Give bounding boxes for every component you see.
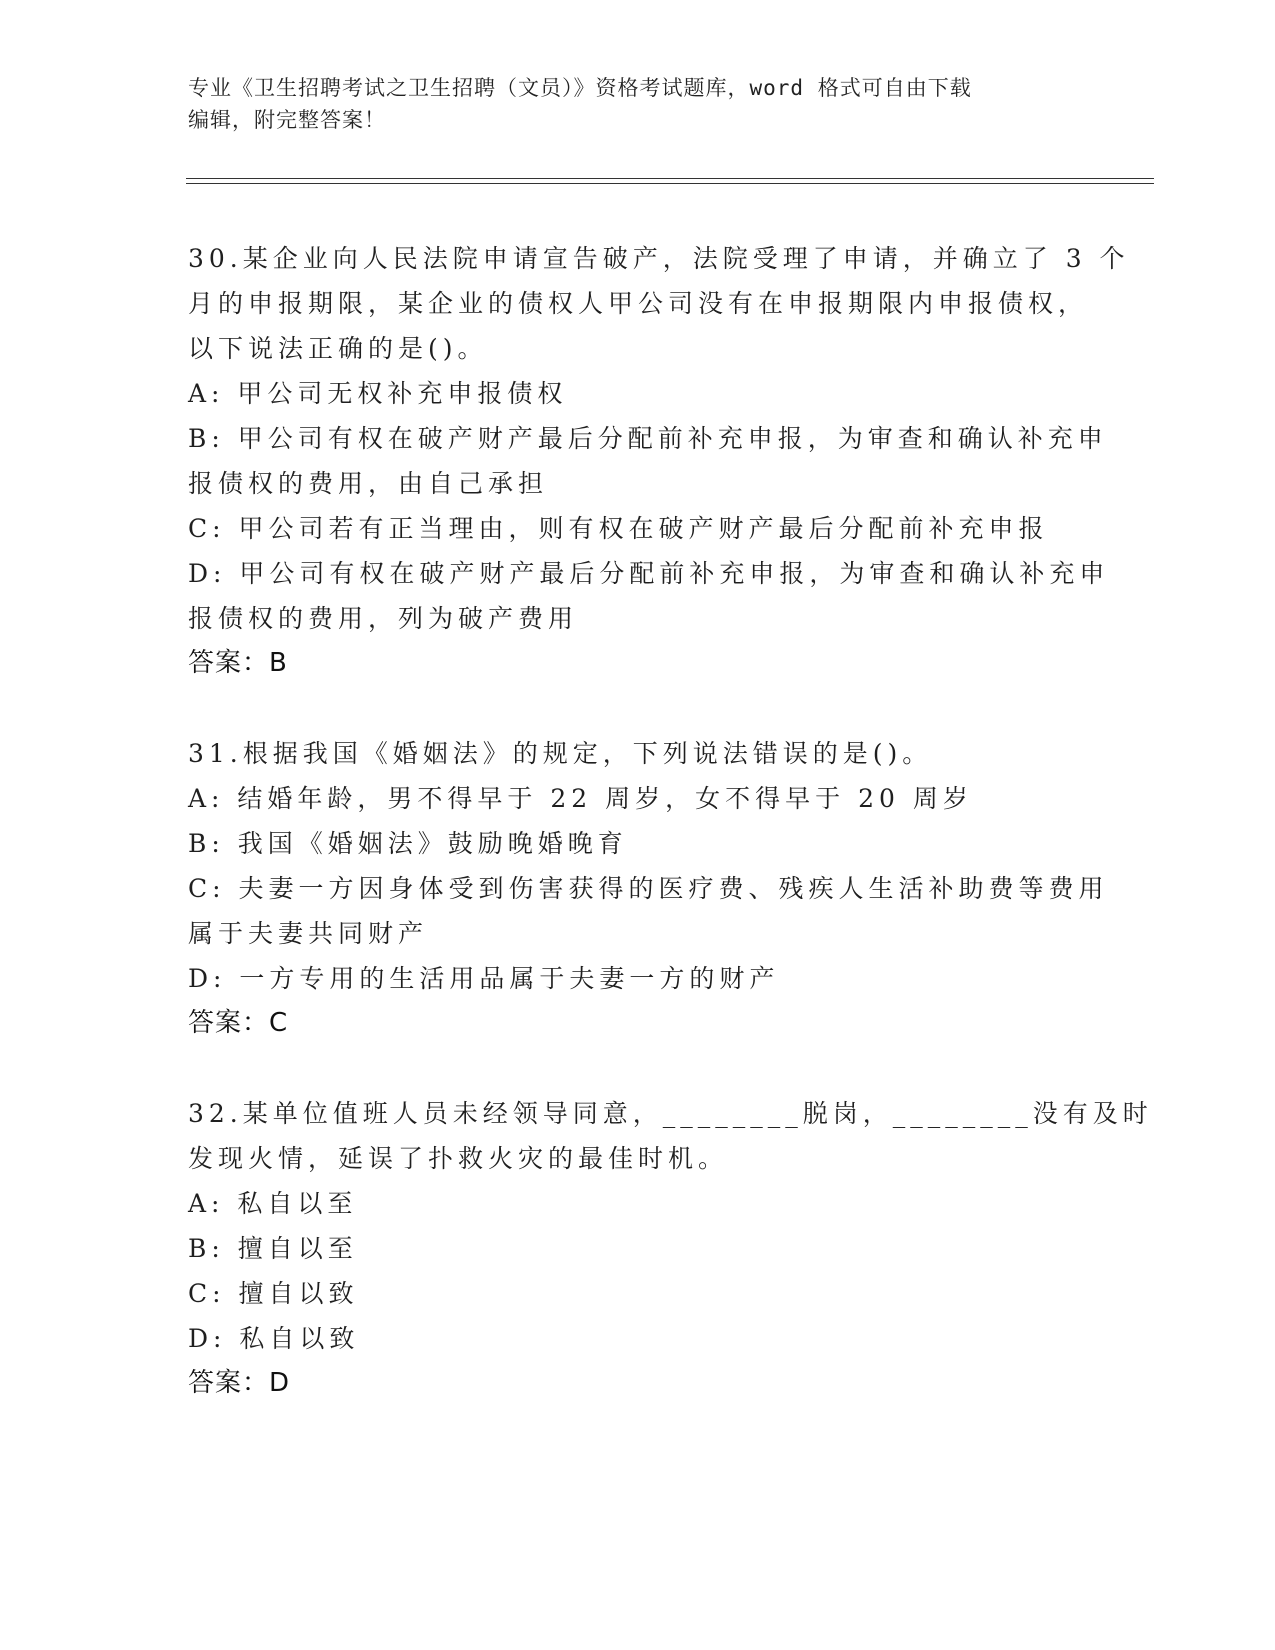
question-30 xyxy=(188,236,1130,686)
question-31-option-d: D: 一方专用的生活用品属于夫妻一方的财产 xyxy=(188,964,780,993)
question-30-stem-line-3: 以下说法正确的是()。 xyxy=(188,334,488,363)
question-31-option-b: B: 我国《婚姻法》鼓励晚婚晚育 xyxy=(188,829,628,858)
question-32-option-c: C: 擅自以致 xyxy=(188,1279,359,1308)
question-32-stem-line-1: 32.某单位值班人员未经领导同意，________脱岗，________没有及时 xyxy=(188,1099,1153,1128)
question-30-option-a: A: 甲公司无权补充申报债权 xyxy=(188,379,568,408)
question-31-option-a: A: 结婚年龄，男不得早于 22 周岁，女不得早于 20 周岁 xyxy=(188,784,973,813)
question-32 xyxy=(188,1091,1153,1406)
question-spacer xyxy=(188,686,1088,731)
question-30-option-d: D: 甲公司有权在破产财产最后分配前补充申报，为审查和确认补充申 xyxy=(188,559,1110,588)
header-divider-bottom xyxy=(186,183,1154,184)
question-30-answer: 答案：B xyxy=(188,648,288,678)
question-30-stem-line-2: 月的申报期限，某企业的债权人甲公司没有在申报期限内申报债权， xyxy=(188,289,1089,318)
question-31-stem-line-1: 31.根据我国《婚姻法》的规定，下列说法错误的是()。 xyxy=(188,739,933,768)
header-line-2: 编辑，附完整答案！ xyxy=(188,108,386,132)
question-32-stem-line-2: 发现火情，延误了扑救火灾的最佳时机。 xyxy=(188,1144,729,1173)
question-list xyxy=(188,236,1153,1406)
question-spacer xyxy=(188,1046,1088,1091)
question-32-option-d: D: 私自以致 xyxy=(188,1324,360,1353)
document-header xyxy=(188,72,1088,136)
question-30-option-b-cont: 报债权的费用，由自己承担 xyxy=(188,469,549,498)
question-31-option-c: C: 夫妻一方因身体受到伤害获得的医疗费、残疾人生活补助费等费用 xyxy=(188,874,1109,903)
question-30-stem-line-1: 30.某企业向人民法院申请宣告破产，法院受理了申请，并确立了 3 个 xyxy=(188,244,1130,273)
question-32-option-a: A: 私自以至 xyxy=(188,1189,358,1218)
question-30-option-c: C: 甲公司若有正当理由，则有权在破产财产最后分配前补充申报 xyxy=(188,514,1049,543)
question-31-option-c-cont: 属于夫妻共同财产 xyxy=(188,919,429,948)
question-31 xyxy=(188,731,1109,1046)
header-line-1: 专业《卫生招聘考试之卫生招聘（文员）》资格考试题库，word 格式可自由下载 xyxy=(188,76,972,100)
question-31-answer: 答案：C xyxy=(188,1008,289,1038)
question-30-option-b: B: 甲公司有权在破产财产最后分配前补充申报，为审查和确认补充申 xyxy=(188,424,1108,453)
question-32-answer: 答案：D xyxy=(188,1368,291,1398)
question-30-option-d-cont: 报债权的费用，列为破产费用 xyxy=(188,604,579,633)
question-32-option-b: B: 擅自以至 xyxy=(188,1234,358,1263)
header-divider-top xyxy=(186,178,1154,179)
